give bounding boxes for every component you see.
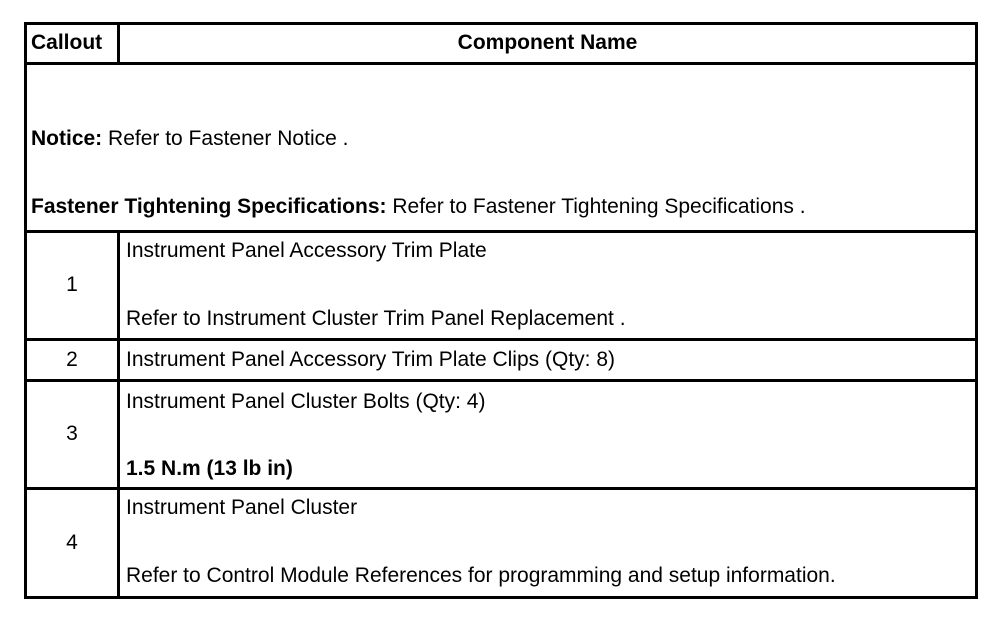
notice-line bbox=[31, 127, 348, 151]
component-reference-link[interactable]: Refer to Instrument Cluster Trim Panel Replacement . bbox=[126, 307, 626, 330]
fastener-spec-label: Fastener Tightening Specifications: bbox=[31, 195, 387, 218]
fastener-spec-link[interactable]: Refer to Fastener Tightening Specifications . bbox=[386, 195, 806, 218]
callout-header: Callout bbox=[27, 25, 120, 62]
callout-cell: 4 bbox=[27, 490, 120, 596]
component-name: Instrument Panel Accessory Trim Plate bbox=[126, 239, 487, 262]
callout-cell: 1 bbox=[27, 233, 120, 338]
notice-link[interactable]: Refer to Fastener Notice . bbox=[102, 127, 349, 150]
table-row bbox=[27, 490, 975, 596]
component-reference-link[interactable]: Refer to Control Module References for programming and setup information. bbox=[126, 564, 836, 587]
table-row bbox=[27, 233, 975, 341]
component-cell bbox=[120, 490, 975, 596]
component-name: Instrument Panel Cluster Bolts (Qty: 4) bbox=[126, 390, 486, 413]
table-header-row bbox=[27, 25, 975, 65]
component-name: Instrument Panel Cluster bbox=[126, 496, 358, 519]
component-cell bbox=[120, 341, 975, 379]
component-name: Instrument Panel Accessory Trim Plate Clips (Qty: 8) bbox=[126, 347, 615, 371]
component-cell bbox=[120, 233, 975, 338]
notice-label: Notice: bbox=[31, 127, 103, 150]
fastener-spec-line bbox=[31, 195, 806, 219]
component-cell bbox=[120, 382, 975, 487]
component-name-header: Component Name bbox=[457, 31, 638, 55]
components-table bbox=[24, 22, 978, 599]
notice-row bbox=[27, 65, 975, 233]
table-row bbox=[27, 382, 975, 490]
callout-cell: 2 bbox=[27, 341, 120, 379]
torque-spec: 1.5 N.m (13 lb in) bbox=[126, 457, 293, 480]
callout-cell: 3 bbox=[27, 382, 120, 487]
table-row bbox=[27, 341, 975, 382]
